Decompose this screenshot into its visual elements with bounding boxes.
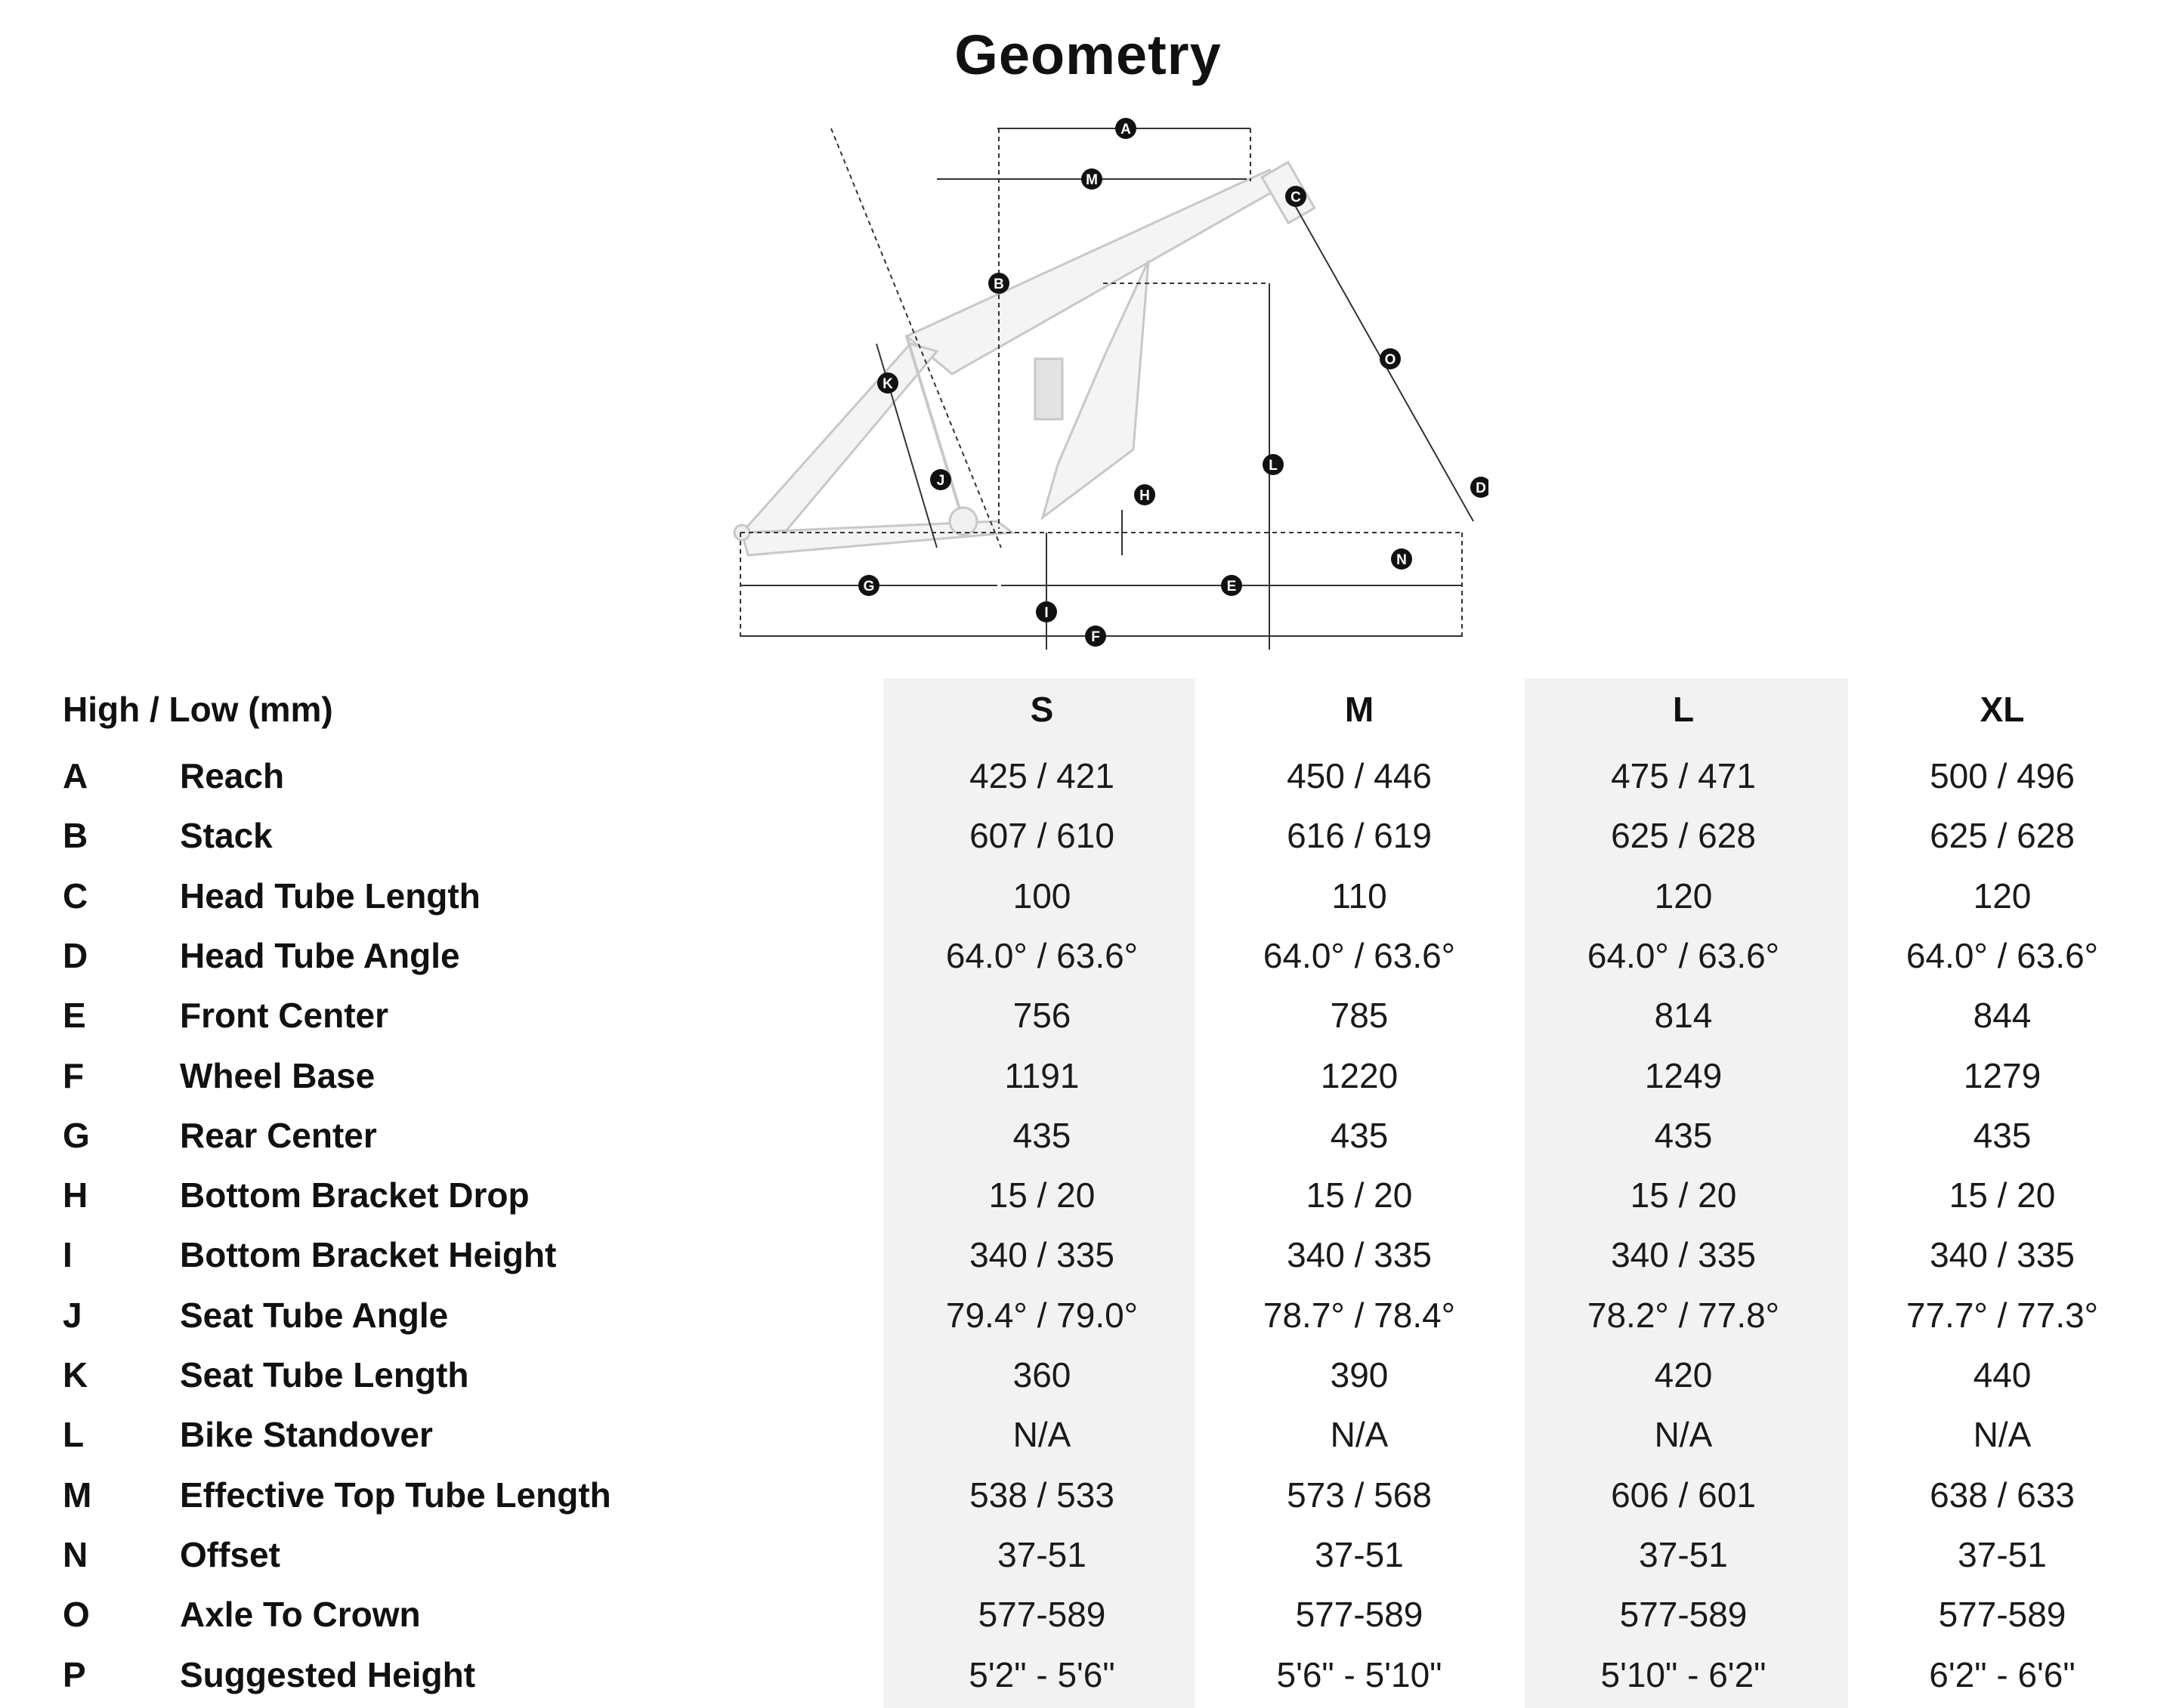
size-header-xl: XL xyxy=(1980,690,2025,729)
svg-text:I: I xyxy=(1044,605,1049,621)
row-value-m: 64.0° / 63.6° xyxy=(1263,936,1456,975)
row-value-xl: 844 xyxy=(1973,996,2032,1035)
page-title: Geometry xyxy=(954,23,1222,86)
table-row xyxy=(0,1286,2176,1345)
row-value-m: 37-51 xyxy=(1315,1535,1404,1574)
marker-j xyxy=(930,469,951,490)
row-letter: G xyxy=(63,1116,90,1155)
table-row xyxy=(0,1046,2176,1106)
row-letter: K xyxy=(63,1355,88,1395)
row-measurement-name: Bottom Bracket Height xyxy=(180,1235,557,1274)
svg-text:D: D xyxy=(1476,480,1486,496)
row-value-m: 78.7° / 78.4° xyxy=(1263,1296,1456,1335)
row-letter: E xyxy=(63,996,86,1035)
row-measurement-name: Seat Tube Angle xyxy=(180,1296,449,1335)
row-letter: M xyxy=(63,1475,92,1515)
table-row xyxy=(0,1106,2176,1166)
row-value-xl: 77.7° / 77.3° xyxy=(1906,1296,2099,1335)
row-value-xl: 440 xyxy=(1973,1355,2032,1395)
row-value-s: 64.0° / 63.6° xyxy=(945,936,1139,975)
table-row xyxy=(0,926,2176,986)
row-value-m: 390 xyxy=(1330,1355,1389,1395)
bike-geometry-diagram xyxy=(710,110,1488,653)
row-value-xl: 1279 xyxy=(1963,1056,2042,1095)
svg-text:F: F xyxy=(1091,629,1100,645)
table-row xyxy=(0,1525,2176,1585)
svg-text:K: K xyxy=(882,376,893,392)
row-value-m: 573 / 568 xyxy=(1287,1475,1432,1515)
row-letter: F xyxy=(63,1056,85,1095)
marker-n xyxy=(1391,548,1412,570)
row-letter: P xyxy=(63,1655,86,1694)
marker-f xyxy=(1085,625,1106,647)
row-value-xl: 15 / 20 xyxy=(1949,1175,2056,1215)
svg-text:E: E xyxy=(1226,579,1237,595)
row-value-s: 5'2" - 5'6" xyxy=(969,1655,1115,1694)
row-measurement-name: Wheel Base xyxy=(180,1056,376,1095)
row-value-m: 577-589 xyxy=(1295,1595,1423,1634)
marker-g xyxy=(858,575,879,596)
svg-text:N: N xyxy=(1396,552,1407,568)
row-value-s: N/A xyxy=(1012,1415,1071,1454)
marker-h xyxy=(1134,484,1155,505)
svg-text:C: C xyxy=(1290,190,1301,205)
svg-text:G: G xyxy=(863,579,875,595)
row-value-xl: 64.0° / 63.6° xyxy=(1906,936,2099,975)
svg-text:H: H xyxy=(1139,488,1150,504)
row-value-xl: 120 xyxy=(1973,876,2032,916)
row-value-l: 420 xyxy=(1654,1355,1713,1395)
marker-m xyxy=(1081,168,1102,190)
row-letter: I xyxy=(63,1235,73,1274)
row-measurement-name: Seat Tube Length xyxy=(180,1355,469,1395)
row-value-l: 340 / 335 xyxy=(1611,1235,1756,1274)
row-measurement-name: Suggested Height xyxy=(180,1655,476,1694)
row-value-l: 814 xyxy=(1654,996,1713,1035)
row-value-xl: 435 xyxy=(1973,1116,2032,1155)
row-value-xl: 6'2" - 6'6" xyxy=(1929,1655,2076,1694)
row-letter: B xyxy=(63,816,88,855)
row-value-s: 607 / 610 xyxy=(969,816,1114,855)
row-value-m: N/A xyxy=(1330,1415,1389,1454)
row-value-s: 435 xyxy=(1012,1116,1071,1155)
row-value-s: 340 / 335 xyxy=(969,1235,1114,1274)
row-value-l: 64.0° / 63.6° xyxy=(1587,936,1780,975)
row-value-s: 538 / 533 xyxy=(969,1475,1114,1515)
svg-text:A: A xyxy=(1120,122,1131,137)
svg-text:L: L xyxy=(1269,458,1278,474)
row-measurement-name: Axle To Crown xyxy=(180,1595,421,1634)
row-letter: N xyxy=(63,1535,88,1574)
marker-o xyxy=(1380,348,1401,369)
row-value-m: 616 / 619 xyxy=(1287,816,1432,855)
row-measurement-name: Bottom Bracket Drop xyxy=(180,1175,530,1215)
row-value-xl: N/A xyxy=(1973,1415,2032,1454)
table-row xyxy=(0,1345,2176,1405)
row-measurement-name: Head Tube Length xyxy=(180,876,481,916)
size-header-l: L xyxy=(1672,690,1695,729)
row-value-s: 79.4° / 79.0° xyxy=(945,1296,1139,1335)
row-value-xl: 638 / 633 xyxy=(1930,1475,2075,1515)
row-value-xl: 340 / 335 xyxy=(1930,1235,2075,1274)
table-row xyxy=(0,746,2176,806)
marker-e xyxy=(1221,575,1242,596)
row-value-l: 606 / 601 xyxy=(1611,1475,1756,1515)
dimension-markers xyxy=(858,118,1488,647)
marker-b xyxy=(988,273,1009,294)
row-letter: D xyxy=(63,936,88,975)
row-value-l: N/A xyxy=(1654,1415,1713,1454)
row-value-l: 625 / 628 xyxy=(1611,816,1756,855)
marker-a xyxy=(1115,118,1136,139)
row-measurement-name: Head Tube Angle xyxy=(180,936,460,975)
row-value-s: 756 xyxy=(1012,996,1071,1035)
row-value-s: 37-51 xyxy=(997,1535,1086,1574)
row-value-m: 15 / 20 xyxy=(1306,1175,1413,1215)
row-value-l: 5'10" - 6'2" xyxy=(1600,1655,1766,1694)
row-value-m: 1220 xyxy=(1320,1056,1399,1095)
svg-text:O: O xyxy=(1384,352,1396,368)
row-value-l: 1249 xyxy=(1644,1056,1723,1095)
marker-l xyxy=(1263,454,1284,475)
row-measurement-name: Bike Standover xyxy=(180,1415,433,1454)
row-value-s: 15 / 20 xyxy=(988,1175,1096,1215)
row-value-l: 37-51 xyxy=(1639,1535,1728,1574)
row-value-xl: 500 / 496 xyxy=(1930,756,2075,795)
row-value-l: 15 / 20 xyxy=(1630,1175,1737,1215)
row-measurement-name: Rear Center xyxy=(180,1116,377,1155)
row-value-m: 785 xyxy=(1330,996,1389,1035)
row-value-s: 577-589 xyxy=(978,1595,1106,1634)
table-row xyxy=(0,1225,2176,1285)
size-header-s: S xyxy=(1030,690,1054,729)
row-value-l: 475 / 471 xyxy=(1611,756,1756,795)
marker-c xyxy=(1285,186,1306,207)
row-measurement-name: Offset xyxy=(180,1535,280,1574)
svg-text:B: B xyxy=(994,276,1004,292)
table-row xyxy=(0,1466,2176,1525)
row-value-m: 340 / 335 xyxy=(1287,1235,1432,1274)
row-measurement-name: Reach xyxy=(180,756,285,795)
marker-d xyxy=(1470,477,1488,498)
row-letter: C xyxy=(63,876,88,916)
row-measurement-name: Stack xyxy=(180,816,273,855)
table-row xyxy=(0,1405,2176,1465)
row-value-m: 435 xyxy=(1330,1116,1389,1155)
row-value-s: 100 xyxy=(1012,876,1071,916)
size-header-m: M xyxy=(1344,690,1374,729)
table-row xyxy=(0,1645,2176,1705)
row-value-l: 577-589 xyxy=(1619,1595,1748,1634)
row-value-m: 5'6" - 5'10" xyxy=(1276,1655,1442,1694)
unit-label: High / Low (mm) xyxy=(63,690,333,729)
marker-k xyxy=(877,372,898,394)
marker-i xyxy=(1036,601,1057,622)
row-value-xl: 37-51 xyxy=(1958,1535,2047,1574)
row-letter: O xyxy=(63,1595,90,1634)
row-value-s: 425 / 421 xyxy=(969,756,1114,795)
row-letter: A xyxy=(63,756,88,795)
row-letter: J xyxy=(63,1296,82,1335)
row-letter: L xyxy=(63,1415,85,1454)
row-value-m: 110 xyxy=(1331,876,1387,916)
table-row xyxy=(0,1166,2176,1225)
bike-frame-illustration xyxy=(734,162,1315,555)
row-value-xl: 577-589 xyxy=(1938,1595,2066,1634)
row-value-l: 120 xyxy=(1654,876,1713,916)
table-row xyxy=(0,806,2176,866)
row-value-m: 450 / 446 xyxy=(1287,756,1432,795)
row-value-l: 78.2° / 77.8° xyxy=(1587,1296,1780,1335)
row-measurement-name: Front Center xyxy=(180,996,388,1035)
row-value-s: 1191 xyxy=(1004,1056,1080,1095)
row-value-l: 435 xyxy=(1654,1116,1713,1155)
svg-text:J: J xyxy=(936,473,945,489)
table-row xyxy=(0,1585,2176,1645)
table-row xyxy=(0,986,2176,1045)
row-measurement-name: Effective Top Tube Length xyxy=(180,1475,611,1515)
table-row xyxy=(0,866,2176,926)
row-value-xl: 625 / 628 xyxy=(1930,816,2075,855)
row-value-s: 360 xyxy=(1012,1355,1071,1395)
svg-text:M: M xyxy=(1086,172,1098,188)
row-letter: H xyxy=(63,1175,88,1215)
